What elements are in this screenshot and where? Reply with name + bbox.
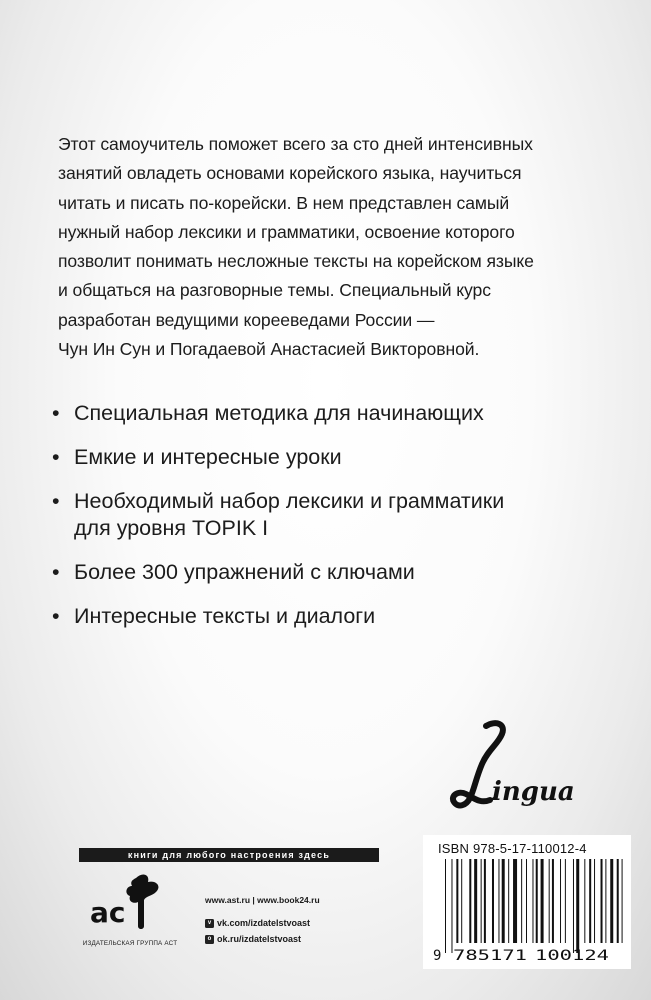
- bullet-icon: •: [52, 401, 60, 425]
- vk-icon: v: [205, 919, 214, 928]
- websites-text: www.ast.ru | www.book24.ru: [205, 895, 320, 905]
- barcode-bar: [552, 859, 554, 943]
- barcode-bar: [549, 859, 550, 943]
- barcode-bar: [536, 859, 538, 943]
- vk-link-text: vk.com/izdatelstvoast: [217, 918, 311, 928]
- barcode-bar: [601, 859, 603, 943]
- barcode-bar: [498, 859, 499, 943]
- ast-logo-text: ас: [90, 896, 126, 929]
- barcode-bar: [484, 859, 486, 943]
- barcode-bar: [451, 859, 452, 953]
- feature-item: [52, 559, 612, 586]
- feature-item: [52, 444, 612, 471]
- feature-list: [52, 400, 612, 647]
- barcode-bar: [576, 859, 579, 953]
- barcode-bar: [492, 859, 494, 943]
- barcode-bars: [445, 859, 623, 953]
- barcode-bar: [508, 859, 509, 943]
- ok-link-text: ok.ru/izdatelstvoast: [217, 934, 302, 944]
- feature-text: Специальная методика для начинающих: [74, 401, 484, 425]
- feature-text: Емкие и интересные уроки: [74, 445, 342, 469]
- lingua-logo-text: ingua: [492, 777, 575, 807]
- isbn-label: ISBN 978-5-17-110012-4: [438, 841, 587, 856]
- barcode-bar: [526, 859, 527, 943]
- description-text: [58, 130, 618, 364]
- feature-text: Необходимый набор лексики и грамматики: [74, 489, 505, 513]
- ok-icon: o: [205, 935, 214, 944]
- bullet-icon: •: [52, 560, 60, 584]
- publisher-caption: ИЗДАТЕЛЬСКАЯ ГРУППА АСТ: [82, 940, 178, 947]
- barcode-bar: [461, 859, 462, 943]
- description-line: нужный набор лексики и грамматики, освоение которого: [58, 221, 515, 242]
- feature-text: Интересные тексты и диалоги: [74, 604, 376, 628]
- barcode-bar: [502, 859, 505, 943]
- barcode-bar: [481, 859, 482, 943]
- barcode-bar: [622, 859, 623, 943]
- barcode-bar: [445, 859, 446, 953]
- feature-text: Более 300 упражнений с ключами: [74, 560, 415, 584]
- barcode-bar: [456, 859, 458, 943]
- barcode-bar: [469, 859, 471, 943]
- lingua-logo: [440, 720, 590, 820]
- barcode-bar: [532, 859, 533, 943]
- description-line: читать и писать по-корейски. В нем представлен самый: [58, 192, 510, 213]
- ok-link[interactable]: [205, 934, 301, 944]
- description-line: и общаться на разговорные темы. Специальный курс: [58, 280, 491, 301]
- barcode-bar: [541, 859, 544, 943]
- barcode: [431, 859, 623, 963]
- feature-text: для уровня TOPIK I: [74, 516, 269, 540]
- feature-item: [52, 400, 612, 427]
- barcode-bar: [605, 859, 606, 943]
- description-line: Чун Ин Сун и Погадаевой Анастасией Викторовной.: [58, 339, 480, 360]
- feature-item: [52, 603, 612, 630]
- slogan-bar: книги для любого настроения здесь: [79, 848, 379, 862]
- bullet-icon: •: [52, 489, 60, 513]
- ast-logo: [88, 872, 168, 934]
- description-line: Этот самоучитель поможет всего за сто дней интенсивных: [58, 134, 533, 154]
- bullet-icon: •: [52, 604, 60, 628]
- barcode-bar: [573, 859, 574, 953]
- barcode-bar: [617, 859, 619, 943]
- description-line: позволит понимать несложные тексты на корейском языке: [58, 251, 534, 272]
- barcode-bar: [565, 859, 566, 943]
- vk-link[interactable]: [205, 918, 310, 928]
- barcode-digit-lead: 9: [433, 948, 442, 963]
- feature-item: [52, 488, 612, 542]
- barcode-digits-right: 100124: [535, 948, 609, 963]
- barcode-bar: [594, 859, 595, 943]
- barcode-bar: [584, 859, 585, 943]
- barcode-bar: [589, 859, 591, 943]
- barcode-bar: [474, 859, 477, 943]
- description-line: разработан ведущими корееведами России —: [58, 309, 435, 330]
- barcode-digits-left: 785171: [453, 948, 527, 963]
- ast-logo-figure: [126, 875, 158, 929]
- barcode-bar: [560, 859, 561, 943]
- barcode-box: [423, 835, 631, 969]
- barcode-bar: [521, 859, 522, 943]
- bullet-icon: •: [52, 445, 60, 469]
- barcode-bar: [513, 859, 517, 943]
- description-line: занятий овладеть основами корейского языка, научиться: [58, 163, 522, 184]
- barcode-bar: [610, 859, 613, 943]
